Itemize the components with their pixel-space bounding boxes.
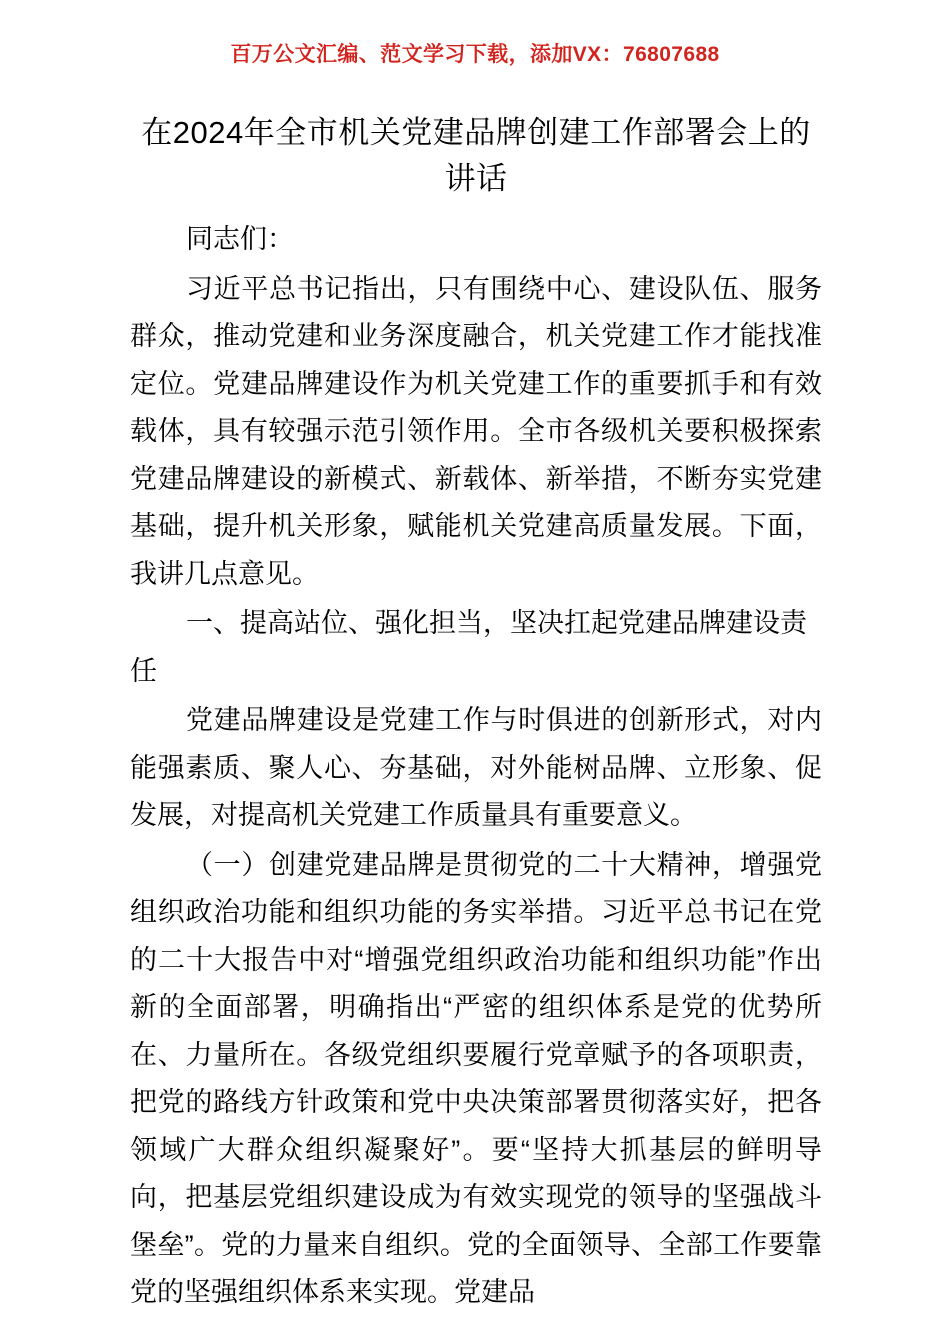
watermark-banner xyxy=(0,44,950,65)
document-title: 在2024年全市机关党建品牌创建工作部署会上的讲话 xyxy=(141,115,811,196)
salutation-paragraph: 同志们： xyxy=(186,224,294,254)
body-paragraph-1: 习近平总书记指出，只有围绕中心、建设队伍、服务群众，推动党建和业务深度融合，机关党建工作才能找准定位。党建品牌建设作为机关党建工作的重要抓手和有效载体，具有较强示范引领作用。全市各级机关要积极探索党建品牌建设的新模式、新载体、新举措，不断夯实党建基础，提升机关形象，赋能机关党建高质量发展。下面，我讲几点意见。 xyxy=(130,273,822,589)
watermark-promo-text: 百万公文汇编、范文学习下载，添加VX：76807688 xyxy=(230,43,720,66)
document-body xyxy=(130,110,822,1319)
body-paragraph-2: 党建品牌建设是党建工作与时俱进的创新形式，对内能强素质、聚人心、夯基础，对外能树品牌、立形象、促发展，对提高机关党建工作质量具有重要意义。 xyxy=(130,705,822,830)
body-paragraph-3: （一）创建党建品牌是贯彻党的二十大精神，增强党组织政治功能和组织功能的务实举措。习近平总书记在党的二十大报告中对“增强党组织政治功能和组织功能”作出新的全面部署，明确指出“严密的组织体系是党的优势所在、力量所在。各级党组织要履行党章赋予的各项职责，把党的路线方针政策和党中央决策部署贯彻落实好，把各领域广大群众组织凝聚好”。要“坚持大抓基层的鲜明导向，把基层党组织建设成为有效实现党的领导的坚强战斗堡垒”。党的力量来自组织。党的全面领导、全部工作要靠党的坚强组织体系来实现。党建品 xyxy=(130,849,822,1307)
section-heading-1: 一、提高站位、强化担当，坚决扛起党建品牌建设责任 xyxy=(130,608,807,686)
